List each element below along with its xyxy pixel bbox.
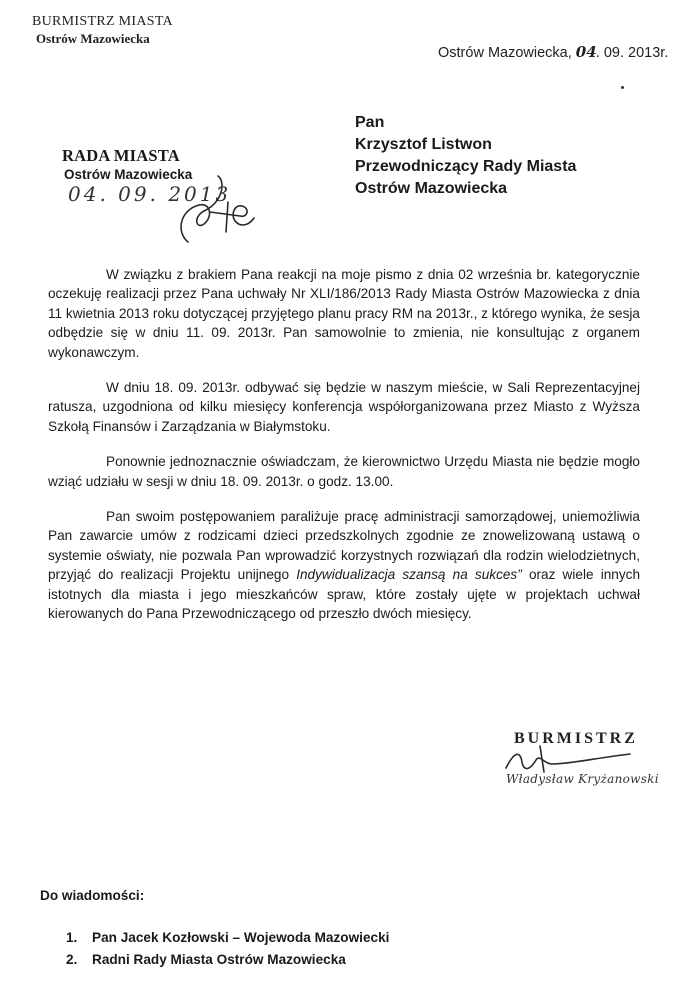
cc-item-text: Radni Rady Miasta Ostrów Mazowiecka <box>92 952 346 967</box>
cc-item-text: Pan Jacek Kozłowski – Wojewoda Mazowiecki <box>92 930 390 945</box>
cc-title: Do wiadomości: <box>40 888 145 903</box>
project-name: Indywidualizacja szansą na sukces” <box>296 567 522 583</box>
paragraph-4-part-c: oraz wiele innych istotnych dla miasta i jego mieszkańców spraw, które zostały ujęte w projektach uchwał kierowanych do Pana Przewodniczącego od przeszło dwóch miesięcy. <box>48 567 641 622</box>
letter-body <box>48 265 640 640</box>
cc-item <box>66 927 389 949</box>
date-rest: . 09. 2013r. <box>595 45 669 61</box>
cc-item-number: 1. <box>66 930 78 945</box>
paragraph-4-part-a: Pan swoim postępowaniem paraliżuje pracę administracji samorządowej, uniemożliwia Pan zawarcie umów z rodzicami dzieci przedszkolnych zgodnie ze znowelizowaną ustawą o systemie oświaty, nie pozwala Pan wprowadzić korzystnych rozwiązań dla rodzin wielodzietnych, przyjąć do realizacji Projektu unijnego <box>48 509 640 583</box>
cc-item-number: 2. <box>66 952 78 967</box>
cc-item <box>66 949 389 971</box>
paragraph-1: W związku z brakiem Pana reakcji na moje pismo z dnia 02 września br. kategorycznie oczekuję realizacji przez Pana uchwały Nr XLI/186/2013 Rady Miasta Ostrów Mazowiecka z dnia 11 kwietnia 2013 roku dotyczącej przyjętego planu pracy RM na 2013r., z którego wynika, że sesja odbędzie się w dniu 11. 09. 2013r. Pan samowolnie to zmienia, nie konsultując z organem wykonawczym. <box>48 267 640 360</box>
paragraph-2: W dniu 18. 09. 2013r. odbywać się będzie w naszym mieście, w Sali Reprezentacyjnej ratusza, uzgodniona od kilku miesięcy konferencja współorganizowana przez Miasto z Wyższa Szkołą Finansów i Zarządzania w Białymstoku. <box>48 380 640 434</box>
addressee-city: Ostrów Mazowiecka <box>355 180 508 197</box>
rada-stamp-title: RADA MIASTA <box>62 146 180 165</box>
place-date <box>438 43 668 61</box>
header-stamp-line1: BURMISTRZ MIASTA <box>32 14 173 29</box>
addressee-name: Krzysztof Listwon <box>355 136 492 153</box>
paragraph-4 <box>48 507 640 623</box>
addressee-block <box>355 112 576 200</box>
place-name: Ostrów Mazowiecka, <box>438 45 572 61</box>
receipt-signature-scribble <box>170 172 260 252</box>
rada-stamp-city: Ostrów Mazowiecka <box>64 167 193 182</box>
signatory-name-stamp: Władysław Kryżanowski <box>506 772 659 786</box>
paragraph-3: Ponownie jednoznacznie oświadczam, że kierownictwo Urzędu Miasta nie będzie mogło wziąć udziału w sesji w dniu 18. 09. 2013r. o godz. 13.00. <box>48 454 640 489</box>
cc-list <box>66 927 389 971</box>
addressee-salutation: Pan <box>355 114 385 131</box>
addressee-role: Przewodniczący Rady Miasta <box>355 158 577 175</box>
header-stamp <box>32 14 173 47</box>
header-stamp-line2: Ostrów Mazowiecka <box>36 31 150 46</box>
signature-title-stamp: BURMISTRZ <box>514 730 638 747</box>
rada-stamp-date: 04. 09. 2013 <box>68 182 232 206</box>
scan-speck <box>621 86 624 89</box>
handwritten-day: 04 <box>575 43 597 61</box>
